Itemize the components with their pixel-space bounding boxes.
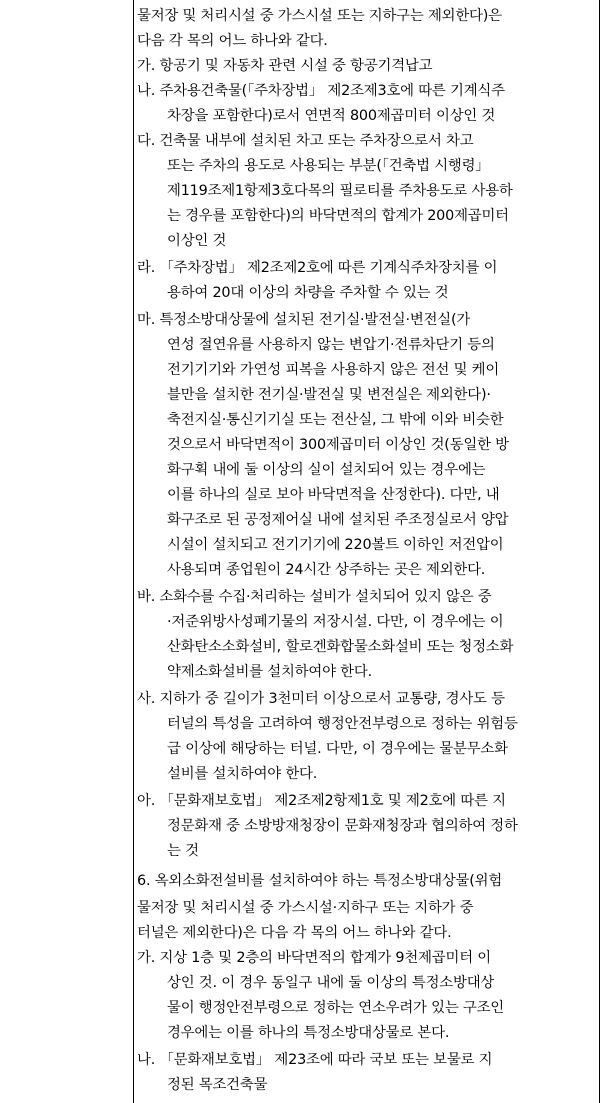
text-line: 이를 하나의 실로 보아 바닥면적을 산정한다). 다만, 내: [167, 487, 500, 503]
text-line: 용하여 20대 이상의 차량을 주차할 수 있는 것: [167, 285, 449, 301]
text-line: 전기기기와 가연성 피복을 사용하지 않은 전선 및 케이: [167, 362, 500, 378]
text-line: 는 것: [167, 843, 199, 859]
text-line: 다음 각 목의 어느 하나와 같다.: [137, 33, 328, 49]
text-line: 터널은 제외한다)은 다음 각 목의 어느 하나와 같다.: [137, 925, 452, 941]
text-line: 마. 특정소방대상물에 설치된 전기실·발전실·변전실(가: [137, 312, 471, 328]
text-line: 사용되며 종업원이 24시간 상주하는 곳은 제외한다.: [167, 562, 486, 578]
text-line: 설비를 설치하여야 한다.: [167, 766, 318, 782]
text-line: 정된 목조건축물: [167, 1077, 268, 1093]
text-line: 는 경우를 포함한다)의 바닥면적의 합계가 200제곱미터: [167, 208, 509, 224]
text-line: 터널의 특성을 고려하여 행정안전부령으로 정하는 위험등: [167, 716, 518, 732]
text-line: 블만을 설치한 전기실·발전실 및 변전실은 제외한다)·: [167, 387, 491, 403]
text-line: 약제소화설비를 설치하여야 한다.: [167, 664, 372, 680]
text-line: 화구조로 된 공정제어실 내에 설치된 주조정실로서 양압: [167, 512, 509, 528]
text-line: 상인 것. 이 경우 동일구 내에 둘 이상의 특정소방대상: [167, 975, 495, 991]
text-line: 가. 항공기 및 자동차 관련 시설 중 항공기격납고: [137, 58, 433, 74]
text-line: 6. 옥외소화전설비를 설치하여야 하는 특정소방대상물(위험: [137, 873, 503, 889]
text-line: 다. 건축물 내부에 설치된 차고 또는 주차장으로서 차고: [137, 133, 474, 149]
text-line: 연성 절연유를 사용하지 않는 변압기·전류차단기 등의: [167, 337, 495, 353]
text-line: 이상인 것: [167, 233, 227, 249]
text-line: 사. 지하가 중 길이가 3천미터 이상으로서 교통량, 경사도 등: [137, 691, 505, 707]
table-left-border: [133, 0, 134, 1103]
text-line: 가. 지상 1층 및 2층의 바닥면적의 합계가 9천제곱미터 이: [137, 950, 491, 966]
text-line: 시설이 설치되고 전기기기에 220볼트 이하인 저전압이: [167, 537, 504, 553]
text-line: 축전지실·통신기기실 또는 전산실, 그 밖에 이와 비슷한: [167, 412, 504, 428]
text-line: 차장을 포함한다)로서 연면적 800제곱미터 이상인 것: [167, 108, 496, 124]
text-line: 나. 주차용건축물(「주차장법」 제2조제3호에 따른 기계식주: [137, 83, 505, 99]
text-line: 라. 「주차장법」 제2조제2호에 따른 기계식주차장치를 이: [137, 260, 498, 276]
text-line: 물저장 및 처리시설 중 가스시설·지하구 또는 지하가 중: [137, 900, 474, 916]
text-line: 산화탄소소화설비, 할로겐화합물소화설비 또는 청정소화: [167, 639, 514, 655]
text-line: 경우에는 이를 하나의 특정소방대상물로 본다.: [167, 1025, 450, 1041]
text-line: 바. 소화수를 수집·처리하는 설비가 설치되어 있지 않은 중: [137, 589, 492, 605]
text-line: 제119조제1항제3호다목의 필로티를 주차용도로 사용하: [167, 183, 513, 199]
text-line: 나. 「문화재보호법」 제23조에 따라 국보 또는 보물로 지: [137, 1052, 493, 1068]
text-line: 화구획 내에 둘 이상의 실이 설치되어 있는 경우에는: [167, 462, 486, 478]
table-right-border: [599, 0, 600, 1103]
text-line: 또는 주차의 용도로 사용되는 부분(「건축법 시행령」: [167, 158, 490, 174]
text-line: 정문화재 중 소방방재청장이 문화재청장과 협의하여 정하: [167, 818, 518, 834]
text-line: ·저준위방사성폐기물의 저장시설. 다만, 이 경우에는 이: [167, 614, 504, 630]
text-line: 급 이상에 해당하는 터널. 다만, 이 경우에는 물분무소화: [167, 741, 508, 757]
text-line: 물저장 및 처리시설 중 가스시설 또는 지하구는 제외한다)은: [137, 8, 502, 24]
text-line: 물이 행정안전부령으로 정하는 연소우려가 있는 구조인: [167, 1000, 505, 1016]
text-line: 아. 「문화재보호법」 제2조제2항제1호 및 제2호에 따른 지: [137, 793, 506, 809]
text-line: 것으로서 바닥면적이 300제곱미터 이상인 것(동일한 방: [167, 437, 509, 453]
